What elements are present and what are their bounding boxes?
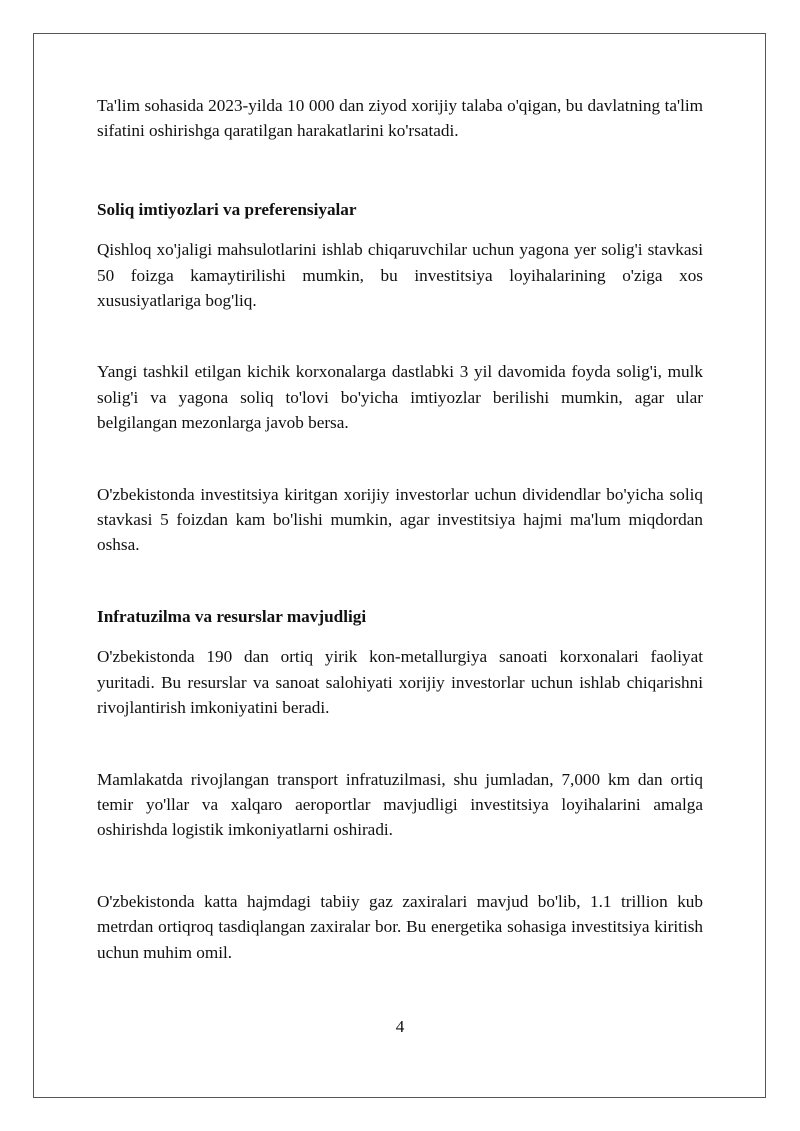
heading-infrastructure: Infratuzilma va resurslar mavjudligi: [97, 606, 367, 626]
paragraph-agriculture-tax: Qishloq xo'jaligi mahsulotlarini ishlab chiqaruvchilar uchun yagona yer solig'i stavkasi 50 foizga kamaytirilishi mumkin, bu investitsiya loyihalarining o'ziga xos xususiyatlariga bog'liq.: [97, 240, 703, 311]
paragraph-gas: O'zbekistonda katta hajmdagi tabiiy gaz zaxiralari mavjud bo'lib, 1.1 trillion kub metrdan ortiqroq tasdiqlangan zaxiralar bor. Bu energetika sohasiga investitsiya kiritish uchun muhim omil.: [97, 891, 703, 962]
paragraph-education: Ta'lim sohasida 2023-yilda 10 000 dan ziyod xorijiy talaba o'qigan, bu davlatning ta'lim sifatini oshirishga qaratilgan harakatlarini ko'rsatadi.: [97, 96, 703, 141]
paragraph-mining: O'zbekistonda 190 dan ortiq yirik kon-metallurgiya sanoati korxonalari faoliyat yuritadi. Bu resurslar va sanoat salohiyati xorijiy investorlar uchun ishlab chiqarishni rivojlantirish imkoniyatini beradi.: [97, 647, 703, 718]
heading-tax-benefits: Soliq imtiyozlari va preferensiyalar: [97, 199, 357, 219]
page-number: 4: [395, 1017, 405, 1036]
paragraph-dividends: O'zbekistonda investitsiya kiritgan xorijiy investorlar uchun dividendlar bo'yicha soliq stavkasi 5 foizdan kam bo'lishi mumkin, agar investitsiya hajmi ma'lum miqdordan oshsa.: [97, 484, 703, 555]
paragraph-small-business: Yangi tashkil etilgan kichik korxonalarga dastlabki 3 yil davomida foyda solig'i, mulk solig'i va yagona soliq to'lovi bo'yicha imtiyozlar berilishi mumkin, agar ular belgilangan mezonlarga javob bersa.: [97, 362, 703, 433]
paragraph-transport: Mamlakatda rivojlangan transport infratuzilmasi, shu jumladan, 7,000 km dan ortiq temir yo'llar va xalqaro aeroportlar mavjudligi investitsiya loyihalarini amalga oshirishda logistik imkoniyatlarni oshiradi.: [97, 769, 703, 840]
page-content: [97, 93, 703, 965]
